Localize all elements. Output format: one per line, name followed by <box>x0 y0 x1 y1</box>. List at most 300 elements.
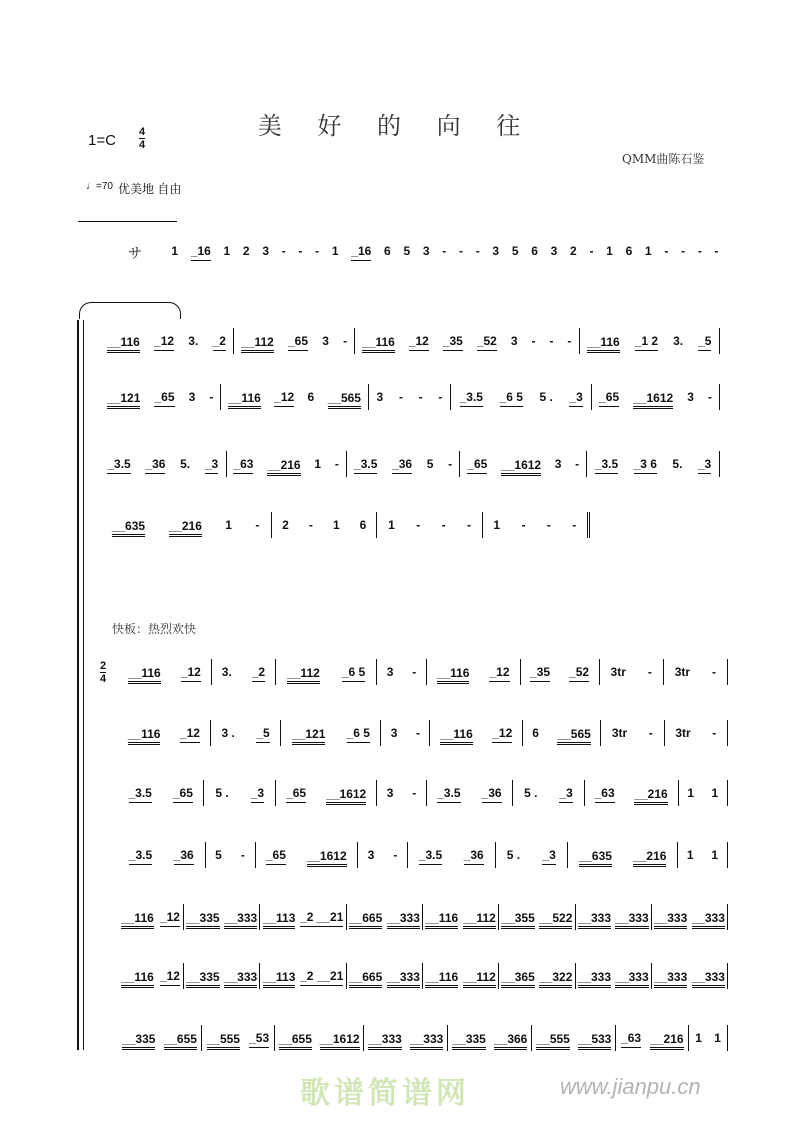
measure <box>377 512 482 538</box>
note-group: 6 <box>532 726 539 740</box>
note-group: __1612 <box>307 849 347 867</box>
measure <box>377 659 426 685</box>
note-group: 5 . <box>524 786 538 800</box>
measure <box>576 963 652 989</box>
note-group: _6 5 <box>347 726 370 743</box>
note-group: - <box>240 848 245 862</box>
note-group: 3tr <box>610 665 626 679</box>
note-group: _5 <box>698 334 711 351</box>
note-group: __116 <box>107 335 140 353</box>
note-group: __333 <box>224 911 257 929</box>
staff-row <box>118 842 728 868</box>
note-group: _3.5 <box>437 786 460 803</box>
note-group: 5 <box>403 244 411 258</box>
note-group: _3.5 <box>419 848 442 865</box>
note-group: __333 <box>654 911 687 929</box>
measure <box>408 842 496 868</box>
note-group: 1 <box>493 518 501 532</box>
measure <box>234 328 355 354</box>
note-group: 3. <box>221 665 232 679</box>
note-group: __665 <box>349 911 382 929</box>
note-group: __121 <box>107 391 140 409</box>
note-group: __333 <box>410 1032 443 1050</box>
note-group: __121 <box>292 727 325 745</box>
note-group: __216 <box>169 519 202 537</box>
note-group: - <box>707 390 712 404</box>
note-group: 1 <box>714 1031 721 1045</box>
measure <box>427 780 513 806</box>
key-signature: 1=C <box>88 132 116 149</box>
note-group: _2 <box>252 665 265 682</box>
composer: QMM曲陈石鉴 <box>622 152 705 166</box>
expression-mark: 优美地 自由 <box>118 182 182 196</box>
note-group: - <box>647 665 652 679</box>
measure <box>211 720 282 746</box>
free-tempo-mark: サ <box>128 245 142 261</box>
note-group: _3.5 <box>460 390 483 407</box>
note-group: - <box>315 244 320 258</box>
note-group: 1 <box>711 786 719 800</box>
measure <box>184 904 260 930</box>
divider <box>78 221 177 222</box>
measure <box>523 720 601 746</box>
measure <box>202 1025 275 1051</box>
note-group: 3tr <box>675 726 691 740</box>
note-group: __333 <box>692 911 725 929</box>
note-group: __335 <box>186 970 219 988</box>
note-group: - <box>466 518 471 532</box>
note-group: 1 <box>644 244 652 258</box>
note-group: __216 <box>633 849 666 867</box>
note-group: 1 <box>171 244 179 258</box>
note-group: 1 <box>314 457 322 471</box>
note-group: __655 <box>279 1032 312 1050</box>
measure <box>184 963 260 989</box>
measure <box>256 842 359 868</box>
measure <box>276 659 377 685</box>
measure <box>427 659 521 685</box>
measure <box>521 659 600 685</box>
note-group: __333 <box>615 911 648 929</box>
measure <box>100 384 221 410</box>
measure <box>576 904 652 930</box>
note-group: _3 <box>205 457 218 474</box>
note-group: - <box>398 390 403 404</box>
note-group: - <box>681 244 686 258</box>
note-group: __665 <box>349 970 382 988</box>
note-group: - <box>567 334 572 348</box>
note-group: 3 <box>550 244 558 258</box>
note-group: _2 __21 <box>300 910 343 927</box>
note-group: - <box>416 518 421 532</box>
note-group: _16 <box>351 244 371 261</box>
measure <box>451 384 592 410</box>
note-group: __635 <box>579 849 612 867</box>
note-group: __116 <box>121 970 154 988</box>
note-group: _65 <box>599 390 619 407</box>
measure <box>585 780 679 806</box>
note-group: __116 <box>228 391 261 409</box>
watermark-logo: 歌谱简谱网 <box>300 1077 470 1110</box>
note-group: _35 <box>443 334 463 351</box>
note-group: _36 <box>482 786 502 803</box>
note-group: - <box>697 244 702 258</box>
measure <box>592 384 720 410</box>
measure <box>347 904 423 930</box>
note-group: 5 <box>426 457 434 471</box>
system-brace <box>79 302 181 319</box>
note-group: - <box>209 390 214 404</box>
note-group: 5 . <box>539 390 553 404</box>
measure <box>206 842 256 868</box>
note-group: 2 <box>570 244 577 258</box>
note-group: __366 <box>494 1032 527 1050</box>
note-group: - <box>448 457 453 471</box>
staff-row <box>118 1025 728 1051</box>
note-group: 5. <box>180 457 191 471</box>
note-group: __112 <box>287 666 320 684</box>
note-group: 3 <box>492 244 500 258</box>
note-group: __322 <box>539 970 572 988</box>
note-group: 6 <box>359 518 367 532</box>
note-group: _36 <box>392 457 412 474</box>
note-group: - <box>712 726 717 740</box>
note-group: _2 __21 <box>300 969 343 986</box>
note-group: 3 <box>390 726 398 740</box>
note-group: - <box>343 334 348 348</box>
note-group: - <box>438 390 443 404</box>
note-group: _3 <box>569 390 582 407</box>
note-group: __112 <box>463 911 496 929</box>
note-group: 3 <box>367 848 375 862</box>
note-group: 3 <box>422 244 430 258</box>
note-group: __116 <box>587 335 620 353</box>
note-group: _2 <box>213 334 226 351</box>
measure <box>118 720 211 746</box>
measure <box>276 780 377 806</box>
meter-top: 4 <box>139 126 146 138</box>
note-group: 3 <box>376 390 384 404</box>
note-group: __333 <box>615 970 648 988</box>
note-group: 3 <box>554 457 562 471</box>
measure <box>587 451 720 477</box>
measure <box>347 963 423 989</box>
note-group: _12 <box>154 334 174 351</box>
measure <box>499 904 575 930</box>
measure <box>227 451 347 477</box>
note-group: _52 <box>569 665 589 682</box>
note-group: 1 <box>331 244 339 258</box>
measure <box>689 1025 728 1051</box>
note-group: __333 <box>578 911 611 929</box>
note-group: 3 <box>510 334 518 348</box>
measure <box>275 1025 365 1051</box>
song-title: 美 好 的 向 往 <box>257 112 535 140</box>
measure <box>652 904 728 930</box>
note-group: 3 <box>386 665 394 679</box>
note-group: _6 5 <box>342 665 365 682</box>
note-group: 6 <box>625 244 633 258</box>
note-group: __365 <box>501 970 534 988</box>
note-group: - <box>575 457 580 471</box>
measure <box>260 963 346 989</box>
note-group: __113 <box>263 911 296 929</box>
note-group: _65 <box>286 786 306 803</box>
note-group: __216 <box>634 787 667 805</box>
note-group: __112 <box>241 335 274 353</box>
note-group: - <box>572 518 577 532</box>
tempo-mark: ♩=70 <box>86 181 113 192</box>
note-group: - <box>441 518 446 532</box>
note-group: __216 <box>267 458 300 476</box>
note-group: _12 <box>489 665 509 682</box>
note-group: _6 5 <box>500 390 523 407</box>
note-group: 3. <box>673 334 684 348</box>
measure <box>377 780 426 806</box>
note-group: 5. <box>672 457 683 471</box>
measure <box>430 720 523 746</box>
measure <box>652 963 728 989</box>
note-group: __116 <box>121 911 154 929</box>
measure <box>601 720 664 746</box>
note-group: - <box>712 665 717 679</box>
note-group: _53 <box>249 1031 269 1048</box>
note-group: __335 <box>186 911 219 929</box>
note-group: _12 <box>492 726 512 743</box>
measure <box>423 963 499 989</box>
note-group: __116 <box>128 727 161 745</box>
note-group: 1 <box>388 518 395 532</box>
note-group: _3 6 <box>634 457 657 474</box>
measure <box>448 1025 532 1051</box>
measure <box>118 904 184 930</box>
measure <box>568 842 678 868</box>
meter-bottom: 4 <box>139 139 146 151</box>
note-group: 2 <box>242 244 250 258</box>
note-group: _5 <box>256 726 269 743</box>
measure <box>423 904 499 930</box>
staff-row <box>118 659 728 685</box>
note-group: - <box>546 518 551 532</box>
note-group: _65 <box>266 848 286 865</box>
note-group: _12 <box>181 665 201 682</box>
measure <box>381 720 430 746</box>
note-group: _3.5 <box>107 457 130 474</box>
note-group: __655 <box>164 1032 197 1050</box>
measure <box>118 1025 202 1051</box>
note-group: 3 <box>386 786 394 800</box>
note-group: __112 <box>463 970 496 988</box>
note-group: __1612 <box>501 458 541 476</box>
note-group: - <box>664 244 669 258</box>
note-group: _63 <box>233 457 253 474</box>
measure <box>665 720 728 746</box>
measure <box>100 451 227 477</box>
note-group: - <box>531 334 536 348</box>
note-group: _3.5 <box>354 457 377 474</box>
note-group: _3.5 <box>129 848 152 865</box>
note-group: 3 <box>188 390 196 404</box>
staff-row <box>100 451 720 477</box>
note-group: - <box>334 457 339 471</box>
note-group: 3tr <box>611 726 628 740</box>
note-group: _3 <box>251 786 264 803</box>
note-group: - <box>416 726 420 740</box>
note-group: _63 <box>621 1031 641 1048</box>
note-group: 1 <box>711 848 719 862</box>
fast-section-label: 快板：热烈欢快 <box>112 622 197 636</box>
measure <box>460 451 587 477</box>
note-group: __555 <box>207 1032 240 1050</box>
note-group: 3. <box>188 334 199 348</box>
note-group: 1 <box>695 1031 702 1045</box>
note-group: 3 . <box>221 726 235 740</box>
note-group: 5 <box>511 244 519 258</box>
note-group: _36 <box>174 848 194 865</box>
meter-top: 2 <box>100 660 107 672</box>
note-group: __116 <box>425 911 458 929</box>
note-group: _1 2 <box>635 334 658 351</box>
note-group: 1 <box>332 518 340 532</box>
measure <box>355 328 579 354</box>
note-group: - <box>521 518 526 532</box>
note-group: 5 . <box>215 786 229 800</box>
meter-bottom: 4 <box>100 673 107 685</box>
note-group: __635 <box>112 519 145 537</box>
note-group: __116 <box>440 727 473 745</box>
system-bracket <box>77 320 84 1050</box>
measure <box>118 963 184 989</box>
staff-row <box>100 328 720 354</box>
note-group: - <box>308 518 313 532</box>
note-group: _36 <box>464 848 484 865</box>
note-group: __333 <box>654 970 687 988</box>
intro-row <box>165 238 725 264</box>
measure <box>616 1025 689 1051</box>
note-group: _12 <box>274 390 294 407</box>
fast-time-signature <box>100 660 106 685</box>
note-group: 6 <box>384 244 391 258</box>
note-group: 3tr <box>674 665 691 679</box>
note-group: 1 <box>687 786 695 800</box>
note-group: __533 <box>578 1032 611 1050</box>
note-group: - <box>412 665 417 679</box>
note-group: __333 <box>578 970 611 988</box>
note-group: __522 <box>539 911 572 929</box>
measure <box>369 384 452 410</box>
note-group: __116 <box>425 970 458 988</box>
staff-row <box>100 384 720 410</box>
note-group: 1 <box>686 848 694 862</box>
measure <box>100 328 234 354</box>
measure <box>358 842 408 868</box>
measure <box>532 1025 616 1051</box>
note-group: - <box>458 244 463 258</box>
note-group: _35 <box>530 665 550 682</box>
note-group: __1612 <box>320 1032 360 1050</box>
note-group: _65 <box>467 457 487 474</box>
note-group: _16 <box>191 244 211 261</box>
note-group: _3 <box>559 786 572 803</box>
measure <box>499 963 575 989</box>
note-group: __565 <box>557 727 590 745</box>
watermark-url: www.jianpu.cn <box>560 1074 701 1099</box>
note-group: 5 . <box>506 848 521 862</box>
note-group: _12 <box>160 910 180 927</box>
note-group: 2 <box>282 518 289 532</box>
measure <box>281 720 381 746</box>
staff-row <box>118 720 728 746</box>
measure <box>679 780 728 806</box>
note-group: 5 <box>215 848 222 862</box>
note-group: __355 <box>501 911 534 929</box>
note-group: - <box>714 244 719 258</box>
note-group: - <box>255 518 260 532</box>
note-group: __333 <box>692 970 725 988</box>
measure <box>165 238 725 264</box>
note-group: _65 <box>173 786 193 803</box>
note-group: __116 <box>362 335 395 353</box>
note-group: _3.5 <box>129 786 152 803</box>
note-group: _3 <box>542 848 555 865</box>
measure <box>118 659 212 685</box>
measure <box>483 512 590 538</box>
note-group: 1 <box>225 518 232 532</box>
note-group: __333 <box>387 970 420 988</box>
note-group: - <box>475 244 480 258</box>
note-group: __333 <box>368 1032 401 1050</box>
time-signature <box>139 126 145 151</box>
note-group: __116 <box>437 666 470 684</box>
note-group: _12 <box>180 726 200 743</box>
note-group: _12 <box>160 969 180 986</box>
staff-row <box>118 904 728 930</box>
measure <box>347 451 461 477</box>
staff-row <box>100 512 590 538</box>
note-group: - <box>298 244 303 258</box>
measure <box>118 842 206 868</box>
note-group: - <box>648 726 653 740</box>
measure <box>260 904 346 930</box>
note-group: 3 <box>687 390 694 404</box>
measure <box>600 659 664 685</box>
note-group: __113 <box>263 970 296 988</box>
measure <box>496 842 569 868</box>
measure <box>364 1025 448 1051</box>
measure <box>580 328 720 354</box>
note-group: __565 <box>328 391 361 409</box>
note-group: __555 <box>536 1032 569 1050</box>
note-group: _12 <box>409 334 429 351</box>
measure <box>212 659 276 685</box>
measure <box>100 512 272 538</box>
note-group: - <box>418 390 423 404</box>
note-group: __333 <box>224 970 257 988</box>
note-group: 6 <box>307 390 315 404</box>
note-group: __116 <box>128 666 161 684</box>
note-group: - <box>412 786 417 800</box>
note-group: _3 <box>698 457 711 474</box>
note-group: __216 <box>650 1032 683 1050</box>
note-group: __1612 <box>633 391 673 409</box>
note-group: _65 <box>154 390 174 407</box>
measure <box>678 842 728 868</box>
measure <box>513 780 585 806</box>
note-group: _52 <box>477 334 497 351</box>
measure <box>664 659 728 685</box>
staff-row <box>118 780 728 806</box>
note-group: __335 <box>122 1032 155 1050</box>
